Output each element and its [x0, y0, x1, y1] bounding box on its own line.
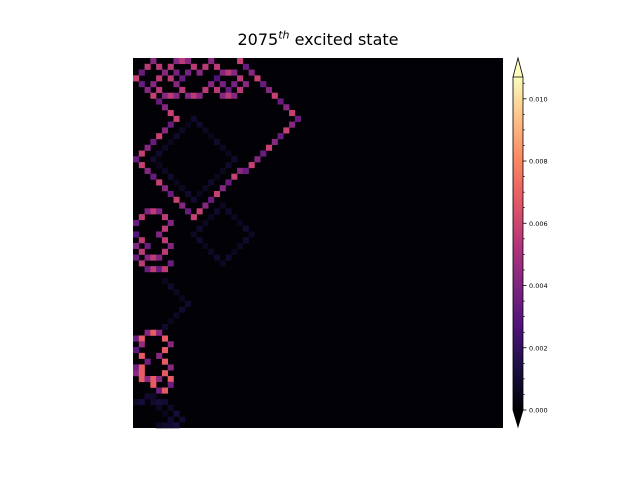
heatmap-cell	[208, 81, 214, 87]
heatmap-cell	[133, 231, 139, 237]
heatmap-cell	[139, 214, 145, 220]
heatmap-cell	[249, 162, 255, 168]
heatmap-cell	[173, 133, 179, 139]
heatmap-cell	[173, 81, 179, 87]
heatmap-cell	[202, 127, 208, 133]
heatmap-cell	[249, 70, 255, 76]
colorbar-ticks	[523, 83, 548, 414]
heatmap-cell	[191, 93, 197, 99]
heatmap-cell	[278, 133, 284, 139]
heatmap-cell	[162, 278, 168, 284]
heatmap-cell	[145, 330, 151, 336]
heatmap-cell	[243, 81, 249, 87]
heatmap-cell	[150, 376, 156, 382]
heatmap-cell	[168, 341, 174, 347]
heatmap-cell	[162, 347, 168, 353]
heatmap-cell	[168, 122, 174, 128]
heatmap-cell	[162, 93, 168, 99]
heatmap-cell	[168, 243, 174, 249]
heatmap-cell	[208, 214, 214, 220]
heatmap-cell	[156, 353, 162, 359]
heatmap-cell	[272, 139, 278, 145]
heatmap-cell	[243, 168, 249, 174]
heatmap-cell	[179, 87, 185, 93]
heatmap-cell	[173, 411, 179, 417]
heatmap-cell	[150, 266, 156, 272]
colorbar-tick-label: 0.008	[529, 157, 548, 166]
heatmap-cell	[156, 179, 162, 185]
heatmap-cell	[179, 203, 185, 209]
heatmap-cell	[145, 168, 151, 174]
heatmap-cell	[231, 93, 237, 99]
heatmap-cell	[139, 151, 145, 157]
colorbar-extend-min	[513, 410, 523, 427]
heatmap-cell	[168, 364, 174, 370]
heatmap-cell	[185, 70, 191, 76]
heatmap-cell	[231, 70, 237, 76]
heatmap-cell	[179, 295, 185, 301]
heatmap-cell	[295, 116, 301, 122]
heatmap-cell	[162, 422, 168, 428]
heatmap-cell	[133, 255, 139, 261]
heatmap-cell	[150, 139, 156, 145]
heatmap-cell	[202, 64, 208, 70]
heatmap-cell	[139, 81, 145, 87]
heatmap-cell	[150, 93, 156, 99]
heatmap-cell	[173, 93, 179, 99]
heatmap-cell	[168, 283, 174, 289]
heatmap-cell	[243, 64, 249, 70]
heatmap-area	[133, 58, 503, 428]
heatmap-cell	[162, 411, 168, 417]
heatmap-cell	[214, 64, 220, 70]
colorbar-tick-label: 0.000	[529, 406, 548, 415]
heatmap-cell	[162, 336, 168, 342]
colorbar-tick-label: 0.006	[529, 219, 548, 228]
heatmap-cell	[237, 75, 243, 81]
heatmap-cell	[133, 370, 139, 376]
heatmap-cell	[283, 104, 289, 110]
heatmap-cell	[197, 226, 203, 232]
heatmap-cell	[197, 237, 203, 243]
heatmap-cell	[173, 422, 179, 428]
heatmap-cell	[173, 197, 179, 203]
heatmap-cell	[214, 75, 220, 81]
heatmap-cell	[150, 81, 156, 87]
heatmap-cell	[179, 416, 185, 422]
heatmap-cell	[272, 93, 278, 99]
heatmap-cell	[202, 185, 208, 191]
heatmap-cell	[185, 191, 191, 197]
heatmap-cell	[150, 255, 156, 261]
heatmap-cell	[145, 64, 151, 70]
heatmap-cell	[162, 266, 168, 272]
heatmap-cell	[266, 145, 272, 151]
heatmap-cell	[162, 399, 168, 405]
heatmap-cell	[173, 179, 179, 185]
heatmap-cell	[289, 122, 295, 128]
heatmap-cell	[139, 249, 145, 255]
heatmap-cell	[220, 70, 226, 76]
heatmap-cell	[243, 226, 249, 232]
colorbar-extend-max	[513, 58, 523, 77]
heatmap-cell	[208, 249, 214, 255]
heatmap-cell	[226, 87, 232, 93]
title-base: 2075	[237, 30, 279, 49]
heatmap-cell	[168, 376, 174, 382]
heatmap-cell	[202, 243, 208, 249]
heatmap-cell	[156, 98, 162, 104]
heatmap-cell	[139, 399, 145, 405]
colorbar-tick-label: 0.004	[529, 282, 548, 291]
heatmap-cell	[237, 243, 243, 249]
heatmap-cell	[145, 243, 151, 249]
heatmap-cell	[156, 231, 162, 237]
heatmap-cell	[168, 174, 174, 180]
heatmap-cell	[231, 174, 237, 180]
heatmap-cell	[133, 75, 139, 81]
heatmap-cell	[220, 168, 226, 174]
heatmap-cell	[168, 422, 174, 428]
heatmap-cell	[278, 98, 284, 104]
heatmap-cell	[226, 179, 232, 185]
heatmap-cell	[162, 237, 168, 243]
heatmap-cell	[168, 416, 174, 422]
heatmap-cell	[226, 70, 232, 76]
heatmap-cell	[185, 301, 191, 307]
heatmap-cell	[197, 191, 203, 197]
heatmap-cell	[156, 133, 162, 139]
heatmap-cell	[162, 359, 168, 365]
heatmap-cell	[145, 266, 151, 272]
heatmap-cell	[162, 70, 168, 76]
heatmap-cell	[231, 249, 237, 255]
heatmap-cell	[202, 203, 208, 209]
heatmap-cell	[150, 399, 156, 405]
heatmap-cell	[226, 162, 232, 168]
heatmap-cell	[191, 197, 197, 203]
heatmap-cell	[220, 260, 226, 266]
heatmap-cell	[202, 220, 208, 226]
heatmap-cell	[168, 75, 174, 81]
heatmap-cell	[260, 151, 266, 157]
heatmap-cell	[133, 364, 139, 370]
heatmap-cell	[191, 214, 197, 220]
heatmap-cell	[139, 370, 145, 376]
heatmap-cell	[208, 179, 214, 185]
heatmap-cell	[168, 405, 174, 411]
heatmap-cell	[266, 87, 272, 93]
heatmap-cell	[162, 145, 168, 151]
heatmap-cell	[254, 156, 260, 162]
heatmap-cell	[214, 87, 220, 93]
heatmap-cell	[168, 64, 174, 70]
colorbar-body	[513, 77, 523, 410]
heatmap-cell	[150, 58, 156, 64]
heatmap-cell	[133, 336, 139, 342]
heatmap-cell	[162, 104, 168, 110]
heatmap-cell	[156, 266, 162, 272]
heatmap-cell	[156, 422, 162, 428]
heatmap-cell	[214, 191, 220, 197]
heatmap-cell	[173, 312, 179, 318]
heatmap-cell	[191, 116, 197, 122]
heatmap-cell	[173, 289, 179, 295]
heatmap-cell	[168, 220, 174, 226]
heatmap-cell	[243, 237, 249, 243]
heatmap-cell	[214, 255, 220, 261]
heatmap-cell	[168, 93, 174, 99]
heatmap-cell	[139, 70, 145, 76]
heatmap-cell	[162, 388, 168, 394]
heatmap-cell	[173, 116, 179, 122]
heatmap-cell	[133, 243, 139, 249]
heatmap-cell	[208, 58, 214, 64]
heatmap-cell	[162, 370, 168, 376]
heatmap-cell	[168, 191, 174, 197]
heatmap-cell	[202, 87, 208, 93]
heatmap-background	[133, 58, 503, 428]
heatmap-cell	[145, 145, 151, 151]
heatmap-cell	[173, 58, 179, 64]
heatmap-cell	[145, 208, 151, 214]
heatmap-cell	[197, 208, 203, 214]
heatmap-cell	[179, 307, 185, 313]
heatmap-cell	[197, 93, 203, 99]
heatmap-cell	[173, 70, 179, 76]
heatmap-cell	[156, 162, 162, 168]
heatmap-cell	[145, 376, 151, 382]
heatmap-cell	[156, 255, 162, 261]
heatmap-cell	[133, 347, 139, 353]
heatmap-cell	[156, 405, 162, 411]
colorbar	[513, 58, 548, 427]
heatmap-cell	[231, 214, 237, 220]
heatmap-cell	[150, 156, 156, 162]
heatmap-cell	[226, 255, 232, 261]
heatmap-cell	[237, 220, 243, 226]
heatmap-cell	[139, 341, 145, 347]
heatmap-cell	[156, 87, 162, 93]
heatmap-cell	[156, 399, 162, 405]
title-suffix: excited state	[289, 30, 399, 49]
heatmap-cell	[220, 81, 226, 87]
heatmap-cell	[237, 58, 243, 64]
heatmap-cell	[168, 139, 174, 145]
heatmap-cell	[150, 174, 156, 180]
heatmap-cell	[150, 330, 156, 336]
colorbar-tick-label: 0.010	[529, 95, 548, 104]
heatmap-cell	[214, 139, 220, 145]
colorbar-tick-label: 0.002	[529, 344, 548, 353]
heatmap-cell	[156, 376, 162, 382]
heatmap-cell	[168, 260, 174, 266]
heatmap-cell	[249, 231, 255, 237]
heatmap-cell	[145, 255, 151, 261]
heatmap-cell	[145, 393, 151, 399]
heatmap-cell	[191, 64, 197, 70]
heatmap-cell	[150, 393, 156, 399]
heatmap-cell	[179, 127, 185, 133]
heatmap-cell	[156, 151, 162, 157]
heatmap-cell	[133, 156, 139, 162]
heatmap-cell	[185, 93, 191, 99]
heatmap-cell	[197, 122, 203, 128]
heatmap-cell	[139, 336, 145, 342]
heatmap-cell	[220, 93, 226, 99]
heatmap-cell	[145, 87, 151, 93]
heatmap-cell	[179, 58, 185, 64]
heatmap-cell	[208, 133, 214, 139]
heatmap-cell	[162, 249, 168, 255]
heatmap-cell	[220, 203, 226, 209]
heatmap-cell	[185, 208, 191, 214]
heatmap-cell	[162, 214, 168, 220]
heatmap-cell	[156, 64, 162, 70]
heatmap-cell	[254, 75, 260, 81]
heatmap-cell	[289, 110, 295, 116]
heatmap-cell	[168, 318, 174, 324]
heatmap-cell	[214, 174, 220, 180]
heatmap-cell	[231, 81, 237, 87]
heatmap-cell	[156, 75, 162, 81]
heatmap-cell	[156, 388, 162, 394]
heatmap-cell	[283, 127, 289, 133]
heatmap-cell	[191, 231, 197, 237]
heatmap-cell	[156, 208, 162, 214]
heatmap-cell	[139, 353, 145, 359]
heatmap-cell	[220, 185, 226, 191]
heatmap-cell	[214, 208, 220, 214]
heatmap-cell	[133, 220, 139, 226]
heatmap-cell	[162, 127, 168, 133]
heatmap-cell	[139, 162, 145, 168]
heatmap-cell	[168, 110, 174, 116]
heatmap-cell	[162, 168, 168, 174]
heatmap-cell	[156, 330, 162, 336]
heatmap-cell	[139, 364, 145, 370]
heatmap-cell	[237, 87, 243, 93]
heatmap-cell	[139, 260, 145, 266]
heatmap-cell	[162, 324, 168, 330]
heatmap-cell	[237, 168, 243, 174]
heatmap-cell	[162, 185, 168, 191]
heatmap-cell	[226, 208, 232, 214]
heatmap-cell	[139, 376, 145, 382]
title-exponent: th	[278, 28, 290, 42]
heatmap-cell	[139, 237, 145, 243]
heatmap-cell	[260, 81, 266, 87]
heatmap-cell	[226, 151, 232, 157]
heatmap-cell	[168, 382, 174, 388]
heatmap-cell	[145, 359, 151, 365]
heatmap-cell	[231, 156, 237, 162]
heatmap-cell	[185, 58, 191, 64]
heatmap-cell	[185, 122, 191, 128]
heatmap-cell	[179, 185, 185, 191]
heatmap-cell	[208, 197, 214, 203]
heatmap-cell	[150, 382, 156, 388]
heatmap-cell	[179, 75, 185, 81]
heatmap-cell	[220, 145, 226, 151]
heatmap-cell	[162, 226, 168, 232]
heatmap-cell	[150, 208, 156, 214]
heatmap-cell	[133, 399, 139, 405]
heatmap-cell	[197, 70, 203, 76]
heatmap-cell	[226, 93, 232, 99]
